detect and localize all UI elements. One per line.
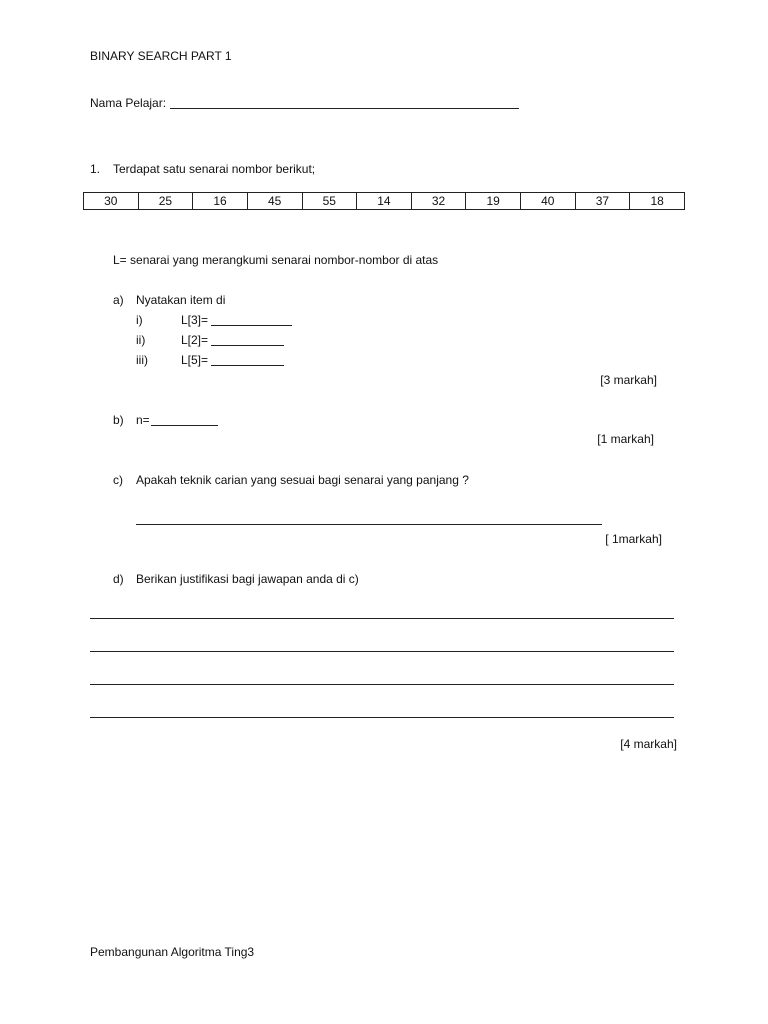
number-cell: 32 xyxy=(411,193,466,210)
number-cell: 16 xyxy=(193,193,248,210)
answer-blank-l5[interactable] xyxy=(211,365,284,366)
part-c-text: Apakah teknik carian yang sesuai bagi senarai yang panjang ? xyxy=(136,473,469,487)
part-d-text: Berikan justifikasi bagi jawapan anda di c) xyxy=(136,572,359,586)
page-footer: Pembangunan Algoritma Ting3 xyxy=(90,945,255,959)
question-1-text: Terdapat satu senarai nombor berikut; xyxy=(113,162,316,176)
part-a-letter: a) xyxy=(113,293,124,307)
part-d-letter: d) xyxy=(113,572,124,586)
page-title: BINARY SEARCH PART 1 xyxy=(90,49,232,63)
number-cell: 37 xyxy=(575,193,630,210)
number-cell: 45 xyxy=(247,193,302,210)
list-definition: L= senarai yang merangkumi senarai nombor-nombor di atas xyxy=(113,253,439,267)
number-cell: 18 xyxy=(630,193,685,210)
part-b-marks: [1 markah] xyxy=(597,432,654,446)
part-c-marks: [ 1markah] xyxy=(605,532,662,546)
answer-line-d-4[interactable] xyxy=(90,717,674,718)
number-list-table xyxy=(83,192,685,210)
number-cell: 14 xyxy=(357,193,412,210)
part-a-item-2-roman: ii) xyxy=(136,333,146,347)
part-a-marks: [3 markah] xyxy=(600,373,657,387)
number-cell: 25 xyxy=(138,193,193,210)
answer-blank-n[interactable] xyxy=(151,425,218,426)
number-list-row xyxy=(84,193,685,210)
part-b-letter: b) xyxy=(113,413,124,427)
part-a-item-2-label: L[2]= xyxy=(181,333,209,347)
student-name-blank[interactable] xyxy=(170,108,519,109)
part-d-marks: [4 markah] xyxy=(620,737,677,751)
part-b-text: n= xyxy=(136,413,150,427)
answer-blank-c[interactable] xyxy=(136,524,602,525)
answer-line-d-2[interactable] xyxy=(90,651,674,652)
part-c-letter: c) xyxy=(113,473,123,487)
part-a-text: Nyatakan item di xyxy=(136,293,226,307)
answer-blank-l3[interactable] xyxy=(211,325,292,326)
answer-line-d-3[interactable] xyxy=(90,684,674,685)
number-cell: 40 xyxy=(521,193,576,210)
number-cell: 19 xyxy=(466,193,521,210)
student-name-label: Nama Pelajar: xyxy=(90,96,167,110)
number-cell: 30 xyxy=(84,193,139,210)
part-a-item-3-label: L[5]= xyxy=(181,353,209,367)
question-1-number: 1. xyxy=(90,162,101,176)
part-a-item-1-roman: i) xyxy=(136,313,143,327)
part-a-item-1-label: L[3]= xyxy=(181,313,209,327)
number-cell: 55 xyxy=(302,193,357,210)
part-a-item-3-roman: iii) xyxy=(136,353,148,367)
answer-line-d-1[interactable] xyxy=(90,618,674,619)
answer-blank-l2[interactable] xyxy=(211,345,284,346)
